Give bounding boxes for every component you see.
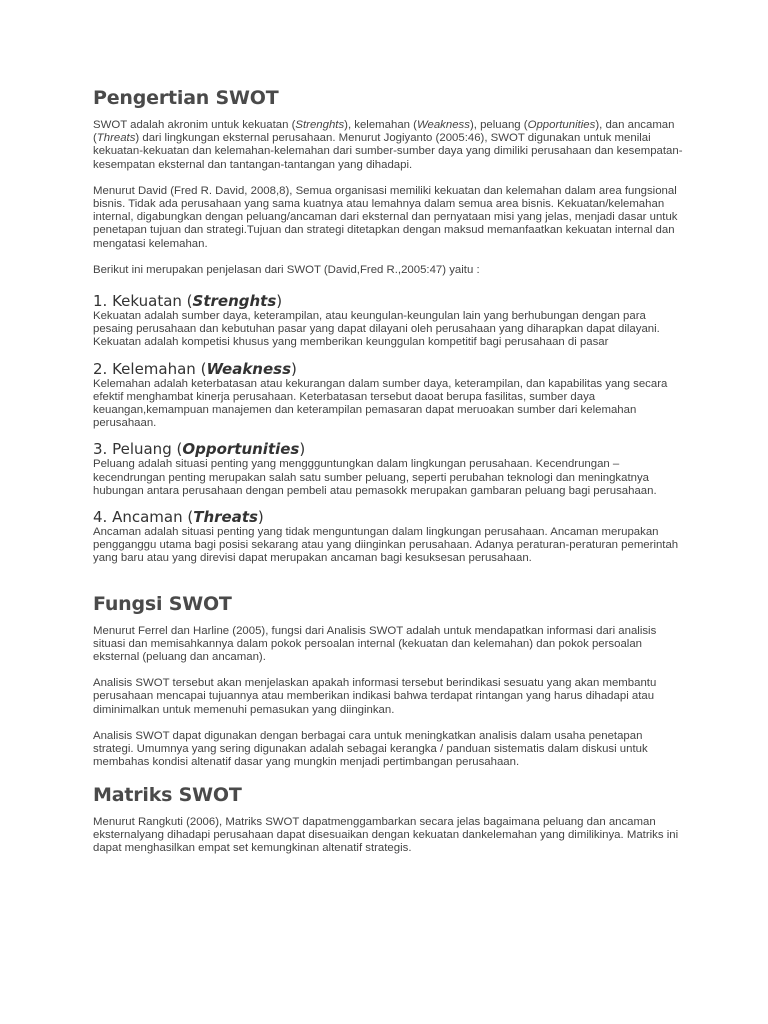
section-title-matriks: Matriks SWOT xyxy=(93,783,242,806)
pengertian-paragraph-2: Menurut David (Fred R. David, 2008,8), Semua organisasi memiliki kekuatan dan kelemahan dalam area fungsional bisnis. Tidak ada perusahaan yang sama kuatnya atau lemahnya dalam semua area bisnis. Kekuatan/kelemahan internal, digabungkan dengan peluang/ancaman dari eksternal dan pernyataan misi yang jelas, menjadi dasar untuk penetapan tujuan dan strategi.Tujuan dan strategi ditetapkan dengan maksud memanfaatkan kekuatan internal dan mengatasi kelemahan. xyxy=(93,184,678,250)
fungsi-paragraph-2: Analisis SWOT tersebut akan menjelaskan apakah informasi tersebut berindikasi sesuatu yang akan membantu perusahaan mencapai tujuannya atau memberikan indikasi bahwa terdapat rintangan yang harus dihadapi atau diminimalkan untuk memenuhi pemasukan yang diinginkan. xyxy=(93,677,657,716)
item-text: Peluang adalah situasi penting yang menggguntungkan dalam lingkungan perusahaan. Kecendrungan – kecendrungan penting merupakan salah satu sumber peluang, seperti perubahan teknologi dan meningkatnya hubungan antara perusahaan dengan pembeli atau pemasokk merupakan gambaran peluang bagi perusahaan. xyxy=(93,458,657,497)
section-title-fungsi: Fungsi SWOT xyxy=(93,592,232,615)
swot-item-peluang xyxy=(93,440,683,498)
fungsi-paragraph-1: Menurut Ferrel dan Harline (2005), fungsi dari Analisis SWOT adalah untuk mendapatkan informasi dari analisis situasi dan memisahkannya dalam pokok persoalan internal (kekuatan dan kelemahan) dan pokok persoalan eksternal (peluang dan ancaman). xyxy=(93,624,657,664)
item-text: Kelemahan adalah keterbatasan atau kekurangan dalam sumber daya, keterampilan, dan kapabilitas yang secara efektif menghambat kinerja perusahaan. Keterbatasan tersebut daoat berupa fasilitas, sumber daya keuangan,kemampuan manajemen dan keterampilan pemasaran dapat meruoakan sumber dari kelemahan perusahaan. xyxy=(93,377,668,430)
document-content xyxy=(93,86,683,868)
swot-item-kekuatan xyxy=(93,292,683,350)
pengertian-paragraph-3: Berikut ini merupakan penjelasan dari SWOT (David,Fred R.,2005:47) yaitu : xyxy=(93,263,480,276)
spacer xyxy=(93,576,683,592)
fungsi-paragraph-3: Analisis SWOT dapat digunakan dengan berbagai cara untuk meningkatkan analisis dalam usaha penetapan strategi. Umumnya yang sering digunakan adalah sebagai kerangka / panduan sistematis dalam diskusi untuk membahas kondisi altenatif dasar yang mungkin menjadi pertimbangan perusahaan. xyxy=(93,729,648,769)
swot-item-kelemahan xyxy=(93,360,683,431)
matriks-paragraph-1: Menurut Rangkuti (2006), Matriks SWOT dapatmenggambarkan secara jelas bagaimana peluang dan ancaman eksternalyang dihadapi perusahaan dapat disesuaikan dengan kekuatan dankelemahan yang dimilikinya. Matriks ini dapat menghasilkan empat set kemungkinan altenatif strategis. xyxy=(93,815,679,854)
item-text: Ancaman adalah situasi penting yang tidak menguntungan dalam lingkungan perusahaan. Ancaman merupakan pengganggu utama bagi posisi sekarang atau yang diinginkan perusahaan. Adanya peraturan-peraturan pemerintah yang baru atau yang direvisi dapat merupakan ancaman bagi kesuksesan perusahaan. xyxy=(93,526,679,565)
swot-item-ancaman xyxy=(93,508,683,566)
item-text: Kekuatan adalah sumber daya, keterampilan, atau keungulan-keungulan lain yang berhubungan dengan para pesaing perusahaan dan kebutuhan pasar yang dapat dilayani oleh perusahaan yang diharapkan dapat dilayani. Kekuatan adalah kompetisi khusus yang memberikan keunggulan kompetitif bagi perusahaan di pasar xyxy=(93,310,660,349)
item-heading: 3. Peluang (Opportunities) xyxy=(93,440,306,459)
pengertian-paragraph-1: SWOT adalah akronim untuk kekuatan (Strenghts), kelemahan (Weakness), peluang (Opportunities), dan ancaman (Threats) dari lingkungan eksternal perusahaan. Menurut Jogiyanto (2005:46), SWOT digunakan untuk menilai kekuatan-kekuatan dan kelemahan-kelemahan dari sumber-sumber daya yang dimiliki perusahaan dan kesempatan-kesempatan eksternal dan tantangan-tantangan yang dihadapi. xyxy=(93,119,683,171)
item-heading: 2. Kelemahan (Weakness) xyxy=(93,359,297,378)
section-title-pengertian: Pengertian SWOT xyxy=(93,87,279,109)
item-heading: 4. Ancaman (Threats) xyxy=(93,508,264,527)
item-heading: 1. Kekuatan (Strenghts) xyxy=(93,292,283,311)
